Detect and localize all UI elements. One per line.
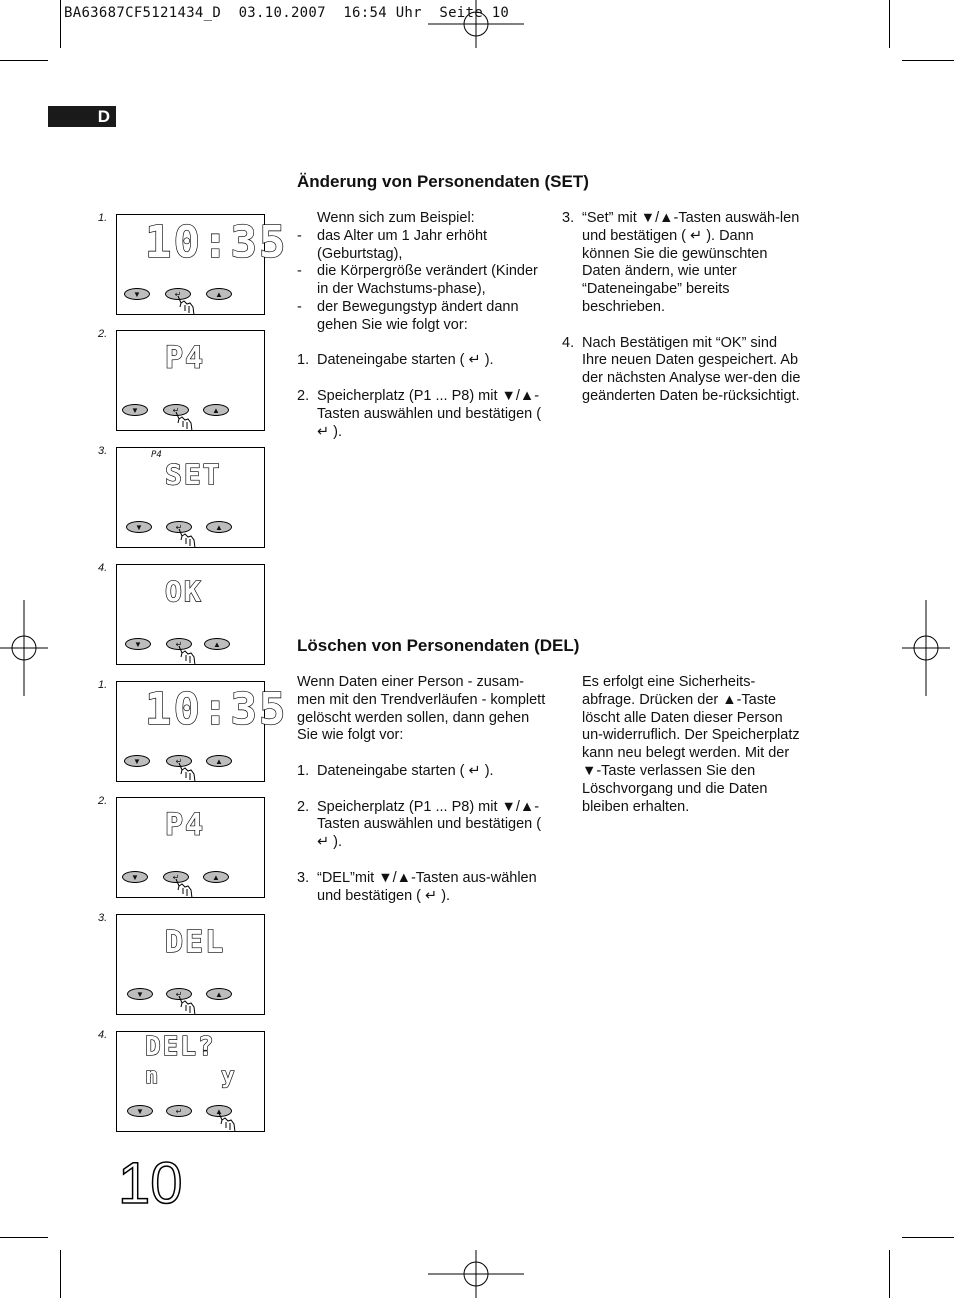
lcd-step-number: 2. — [98, 795, 108, 807]
lcd-step-number: 1. — [98, 679, 108, 691]
step-item: 2. Speicherplatz (P1 ... P8) mit ▼/▲-Tasten auswählen und bestätigen ( ↵ ). — [297, 798, 542, 851]
finger-press-icon — [172, 878, 194, 902]
up-button: ▲ — [203, 404, 229, 416]
lcd-step-number: 4. — [98, 562, 108, 574]
registration-mark-bottom — [428, 1250, 524, 1298]
set-column-1 — [297, 210, 542, 441]
finger-press-icon — [172, 411, 194, 435]
enter-button: ↵ — [166, 755, 192, 767]
finger-press-icon — [174, 295, 196, 319]
up-button: ▲ — [206, 1105, 232, 1117]
lcd-step-number: 2. — [98, 328, 108, 340]
section-heading-set: Änderung von Personendaten (SET) — [297, 172, 589, 191]
finger-press-icon — [175, 528, 197, 552]
finger-press-icon — [175, 762, 197, 786]
up-button: ▲ — [203, 871, 229, 883]
lcd-text: P4 — [165, 808, 206, 843]
crop-mark — [889, 1250, 890, 1298]
list-item: - der Bewegungstyp ändert dann gehen Sie wie folgt vor: — [297, 298, 519, 333]
del-column-2: Es erfolgt eine Sicherheits-abfrage. Drücken der ▲-Taste löscht alle Daten dieser Person un-widerruflich. Der Speicherplatz kann neu belegt werden. Mit der ▼-Taste verlassen Sie den Löschvorgang und die Daten bleiben erhalten. — [582, 674, 800, 815]
finger-press-icon — [215, 1112, 237, 1136]
down-button: ▼ — [122, 404, 148, 416]
del-column-1 — [297, 674, 547, 905]
lcd-step-number: 4. — [98, 1029, 108, 1041]
set-intro: Wenn sich zum Beispiel: — [317, 210, 475, 226]
language-tab: D — [48, 106, 116, 127]
crop-mark — [0, 60, 48, 61]
lcd-display — [116, 564, 265, 665]
down-button: ▼ — [122, 871, 148, 883]
crop-mark — [60, 1250, 61, 1298]
enter-button: ↵ — [166, 988, 192, 1000]
lcd-text: OK — [165, 575, 203, 608]
lcd-step-number: 3. — [98, 445, 108, 457]
lcd-text: 10:35 — [145, 684, 288, 735]
lcd-step-number: 1. — [98, 212, 108, 224]
up-button: ▲ — [206, 288, 232, 300]
print-header: BA63687CF5121434_D 03.10.2007 16:54 Uhr Seite 10 — [64, 5, 510, 21]
down-button: ▼ — [124, 755, 150, 767]
up-button: ▲ — [206, 755, 232, 767]
lcd-display — [116, 797, 265, 898]
lcd-text-line2: n y — [145, 1064, 237, 1089]
crop-mark — [902, 1237, 954, 1238]
down-button: ▼ — [126, 521, 152, 533]
lcd-display — [116, 447, 265, 548]
lcd-display — [116, 214, 288, 315]
enter-button: ↵ — [165, 288, 191, 300]
finger-press-icon — [175, 995, 197, 1019]
enter-button: ↵ — [166, 1105, 192, 1117]
step-item: 1. Dateneingabe starten ( ↵ ). — [297, 762, 494, 779]
up-button: ▲ — [206, 521, 232, 533]
up-button: ▲ — [206, 988, 232, 1000]
lcd-display — [116, 1031, 265, 1132]
down-button: ▼ — [127, 1105, 153, 1117]
up-button: ▲ — [204, 638, 230, 650]
down-button: ▼ — [124, 288, 150, 300]
step-item: 3. “DEL”mit ▼/▲-Tasten aus-wählen und bestätigen ( ↵ ). — [297, 869, 537, 904]
crop-mark — [889, 0, 890, 48]
lcd-small-label: P4 — [151, 450, 162, 460]
step-item: 1. Dateneingabe starten ( ↵ ). — [297, 352, 494, 369]
enter-button: ↵ — [163, 871, 189, 883]
step-item: 2. Speicherplatz (P1 ... P8) mit ▼/▲-Tasten auswählen und bestätigen ( ↵ ). — [297, 387, 542, 440]
crop-mark — [60, 0, 61, 48]
set-column-2 — [562, 210, 804, 406]
lcd-text: DEL? — [145, 1032, 216, 1062]
lcd-display — [116, 914, 265, 1015]
step-item: 3. “Set” mit ▼/▲-Tasten auswäh-len und bestätigen ( ↵ ). Dann können Sie die gewünschten Daten ändern, wie unter “Dateneingabe” bereits beschrieben. — [562, 210, 800, 315]
enter-button: ↵ — [166, 521, 192, 533]
lcd-display — [116, 330, 265, 431]
lcd-text: 10:35 — [145, 217, 288, 268]
down-button: ▼ — [127, 988, 153, 1000]
lcd-text: DEL — [165, 925, 226, 960]
enter-button: ↵ — [166, 638, 192, 650]
step-item: 4. Nach Bestätigen mit “OK” sind Ihre neuen Daten gespeichert. Ab der nächsten Analyse wer-den die geänderten Daten be-rücksichtigt. — [562, 334, 801, 404]
list-item: - die Körpergröße verändert (Kinder in der Wachstums-phase), — [297, 263, 538, 298]
del-intro: Wenn Daten einer Person - zusam-men mit den Trendverläufen - komplett gelöscht werden sollen, dann gehen Sie wie folgt vor: — [297, 674, 546, 744]
lcd-display — [116, 681, 288, 782]
lcd-step-number: 3. — [98, 912, 108, 924]
finger-press-icon — [175, 645, 197, 669]
lcd-text: P4 — [165, 341, 206, 376]
down-button: ▼ — [125, 638, 151, 650]
registration-mark-left — [0, 600, 48, 696]
list-item: - das Alter um 1 Jahr erhöht (Geburtstag), — [297, 227, 488, 262]
enter-button: ↵ — [163, 404, 189, 416]
crop-mark — [902, 60, 954, 61]
page-number: 10 — [118, 1151, 183, 1216]
lcd-text: SET — [165, 458, 222, 491]
section-heading-del: Löschen von Personendaten (DEL) — [297, 636, 580, 655]
crop-mark — [0, 1237, 48, 1238]
registration-mark-right — [902, 600, 950, 696]
